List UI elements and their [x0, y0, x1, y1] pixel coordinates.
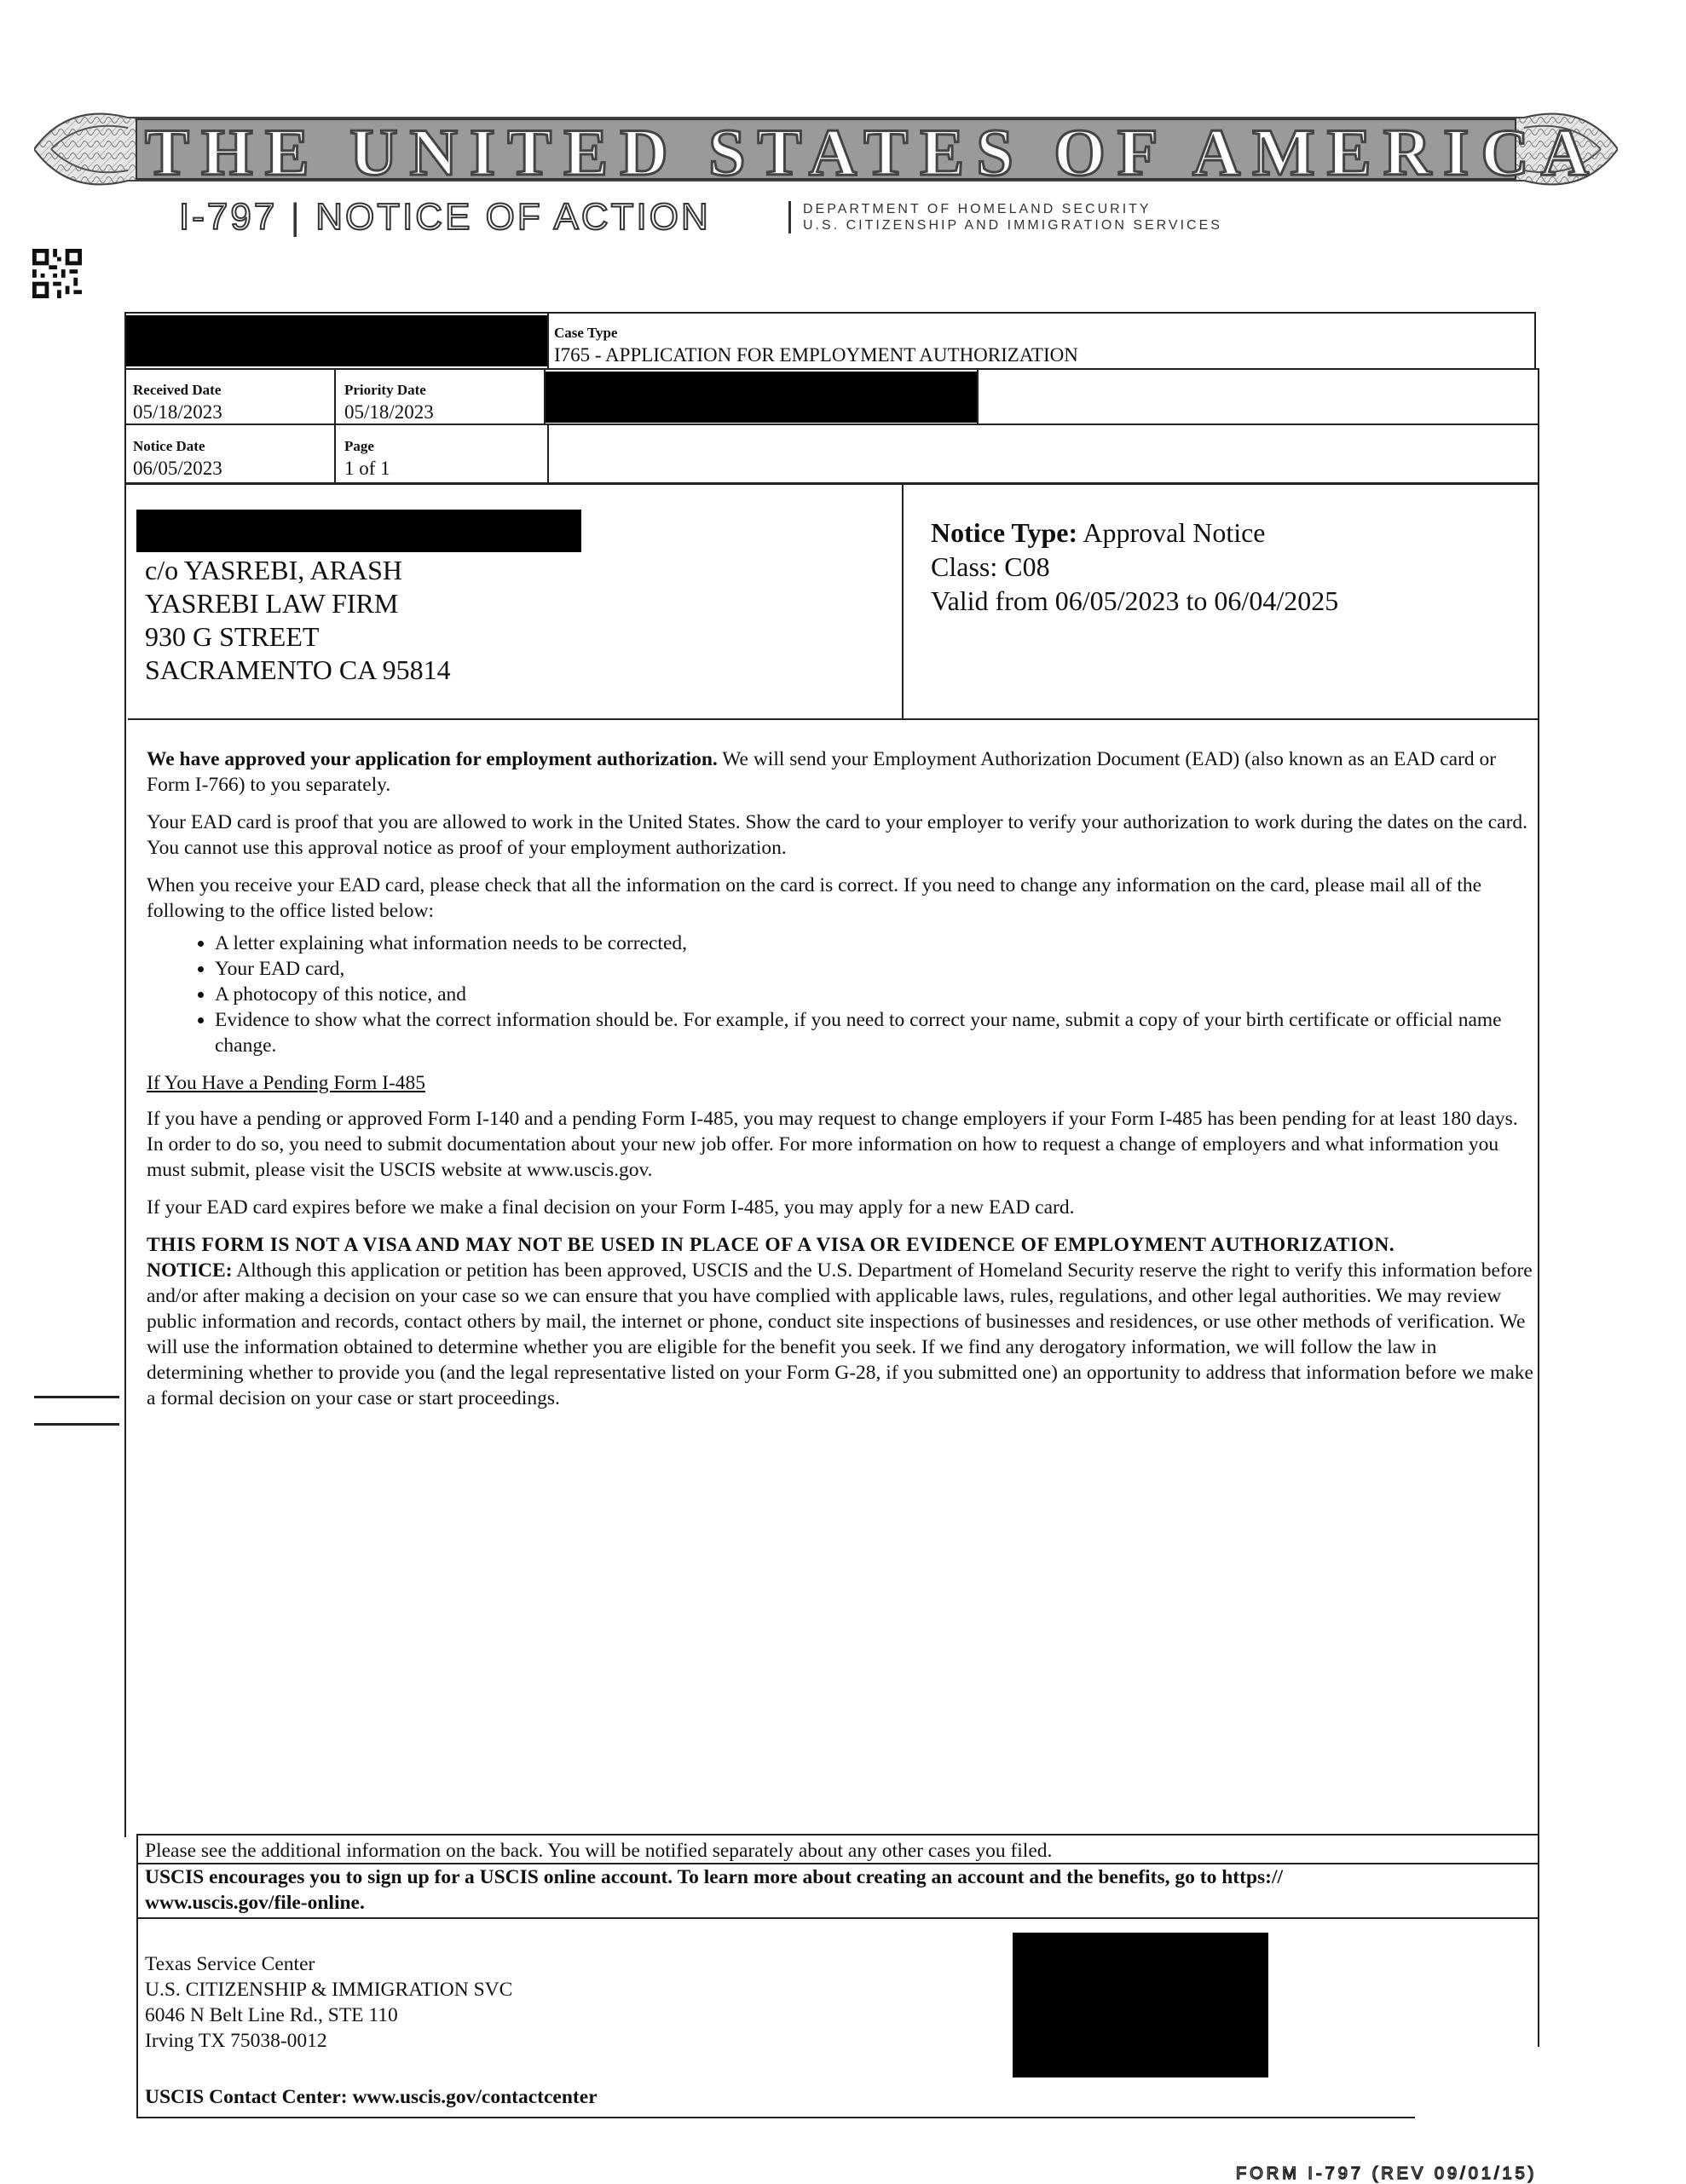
- service-center-address: [145, 1951, 512, 2054]
- list-item: • Your EAD card,: [215, 956, 1536, 982]
- additional-info-note: Please see the additional information on the back. You will be notified separately about any other cases you filed.: [145, 1840, 1053, 1862]
- ead-expiry-paragraph: If your EAD card expires before we make a final decision on your Form I-485, you may apply for a new EAD card.: [147, 1196, 1075, 1219]
- title-separator: |: [290, 196, 316, 238]
- correction-list: [147, 931, 1536, 1058]
- class-label: Class:: [931, 551, 998, 582]
- page-label: Page: [344, 438, 374, 454]
- online-account-line-1: USCIS encourages you to sign up for a USCIS online account. To learn more about creating an account and the benefits, go to https://: [145, 1866, 1284, 1888]
- visa-warning-text: THIS FORM IS NOT A VISA AND MAY NOT BE USED IN PLACE OF A VISA OR EVIDENCE OF EMPLOYMENT AUTHORIZATION.: [147, 1234, 1395, 1256]
- priority-date-value: 05/18/2023: [344, 401, 434, 423]
- correction-paragraph: When you receive your EAD card, please check that all the information on the card is correct. If you need to change any information on the card, please mail all of the following to the office listed below:: [147, 874, 1482, 922]
- list-item: • A photocopy of this notice, and: [215, 982, 1536, 1007]
- online-account-link[interactable]: www.uscis.gov/file-online.: [145, 1892, 365, 1914]
- i485-heading: If You Have a Pending Form I-485: [147, 1072, 426, 1094]
- notice-body: [147, 746, 1536, 1411]
- recipient-line-1: c/o YASREBI, ARASH: [145, 555, 402, 585]
- recipient-line-3: 930 G STREET: [145, 621, 320, 652]
- recipient-line-4: SACRAMENTO CA 95814: [145, 654, 451, 685]
- case-type-value: I765 - APPLICATION FOR EMPLOYMENT AUTHORIZATION: [554, 344, 1078, 366]
- notice-text: Although this application or petition has been approved, USCIS and the U.S. Department of Homeland Security reserve the right to verify this information before and/or after making a decision on your case so we can ensure that you have complied with applicable laws, rules, regulations, and other legal authorities. We may review public information and records, contact others by mail, the internet or phone, conduct site inspections of businesses and residences, or use other methods of verification. We will use the information obtained to determine whether you are eligible for the benefit you seek. If we find any derogatory information, we will follow the law in determining whether to provide you (and the legal representative listed on your Form G-28, if you submitted one) an opportunity to address that information before we make a formal decision on your case or start proceedings.: [147, 1259, 1533, 1409]
- class-value: C08: [1004, 551, 1050, 582]
- notice-of-action-title: NOTICE OF ACTION: [315, 196, 711, 238]
- notice-label: NOTICE:: [147, 1259, 233, 1282]
- case-type-label: Case Type: [554, 325, 618, 341]
- office-line-3: 6046 N Belt Line Rd., STE 110: [145, 2004, 398, 2026]
- received-date-label: Received Date: [133, 382, 222, 398]
- office-line-2: U.S. CITIZENSHIP & IMMIGRATION SVC: [145, 1979, 513, 2001]
- form-revision-code: FORM I-797 (REV 09/01/15): [1236, 2164, 1538, 2183]
- approval-detail: We will send your Employment Authorization Document (EAD) (also known as an EAD card or Form I-766) to you separately.: [147, 748, 1497, 796]
- banner-title: THE UNITED STATES OF AMERICA: [145, 115, 1602, 189]
- list-item: • A letter explaining what information needs to be corrected,: [215, 931, 1536, 956]
- form-number: I-797: [179, 196, 278, 238]
- agency-block: [788, 201, 1222, 233]
- notice-summary: [931, 516, 1338, 618]
- list-item: • Evidence to show what the correct information should be. For example, if you need to correct your name, submit a copy of your birth certificate or official name change.: [215, 1007, 1536, 1058]
- page-value: 1 of 1: [344, 458, 390, 479]
- redacted-beneficiary-id: [546, 372, 977, 423]
- agency-line-2: U.S. CITIZENSHIP AND IMMIGRATION SERVICES: [803, 218, 1222, 233]
- office-line-1: Texas Service Center: [145, 1953, 315, 1975]
- qr-code-icon: [32, 249, 82, 298]
- priority-date-label: Priority Date: [344, 382, 426, 398]
- office-line-4: Irving TX 75038-0012: [145, 2030, 327, 2052]
- i485-paragraph: If you have a pending or approved Form I-140 and a pending Form I-485, you may request to change employers if your Form I-485 has been pending for at least 180 days. In order to do so, you need to submit documentation about your new job offer. For more information on how to request a change of employers and what information you must submit, please visit the USCIS website at www.uscis.gov.: [147, 1108, 1518, 1181]
- form-title: [179, 198, 711, 237]
- contact-center: USCIS Contact Center: www.uscis.gov/contactcenter: [145, 2086, 598, 2108]
- notice-type-value: Approval Notice: [1083, 517, 1266, 548]
- received-date-value: 05/18/2023: [133, 401, 222, 423]
- validity-period: Valid from 06/05/2023 to 06/04/2025: [931, 585, 1339, 616]
- approval-paragraph: [147, 746, 1536, 798]
- notice-date-value: 06/05/2023: [133, 458, 222, 479]
- notice-type-label: Notice Type:: [931, 517, 1078, 548]
- approval-statement: We have approved your application for employment authorization.: [147, 748, 718, 770]
- redacted-applicant-name: [136, 510, 581, 552]
- recipient-address: [145, 554, 451, 687]
- redacted-receipt-number: [126, 315, 547, 366]
- redacted-signature: [1013, 1933, 1268, 2077]
- ead-proof-paragraph: Your EAD card is proof that you are allowed to work in the United States. Show the card to your employer to verify your authorization to work during the dates on the card. You cannot use this approval notice as proof of your employment authorization.: [147, 811, 1528, 859]
- notice-date-label: Notice Date: [133, 438, 205, 454]
- agency-line-1: DEPARTMENT OF HOMELAND SECURITY: [803, 202, 1152, 216]
- visa-warning: [147, 1232, 1536, 1411]
- recipient-line-2: YASREBI LAW FIRM: [145, 588, 399, 619]
